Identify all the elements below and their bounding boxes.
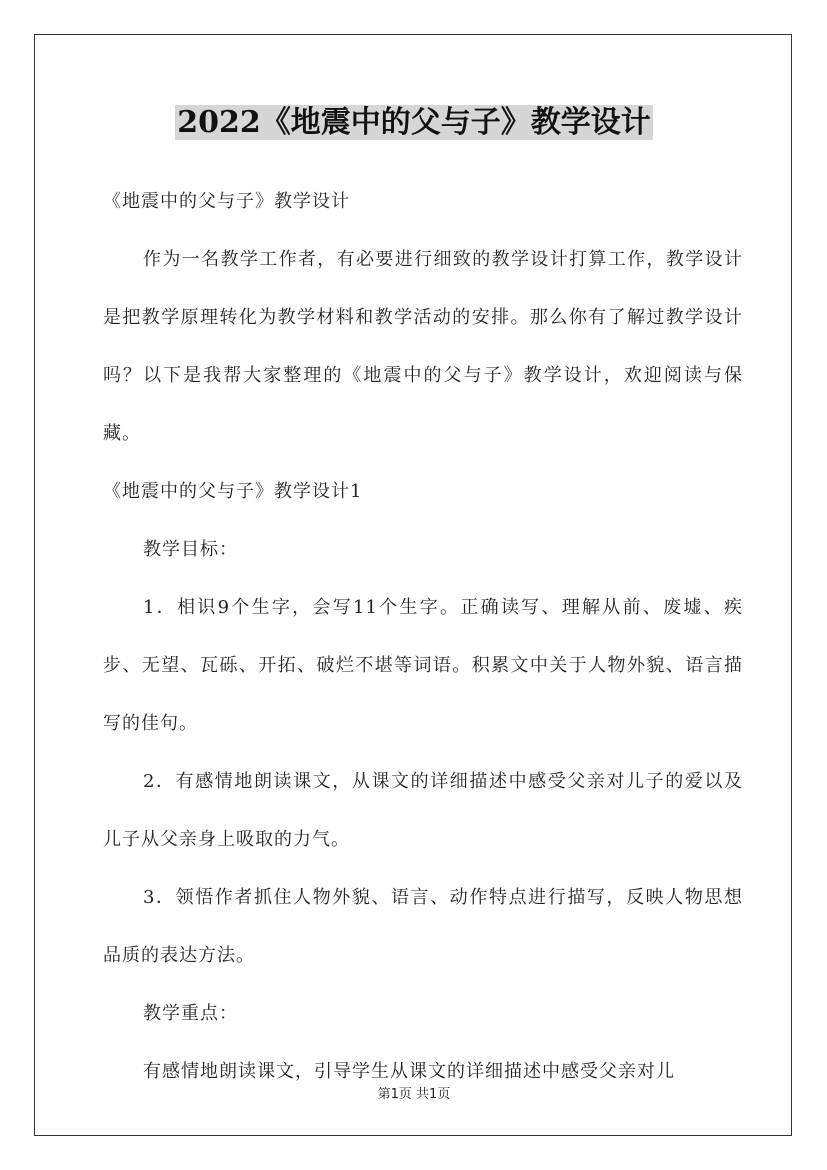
subheading-focus: 教学重点：	[143, 1003, 238, 1024]
goal-item-2: 2．有感情地朗读课文，从课文的详细描述中感受父亲对儿子的爱以及儿子从父亲身上吸取的力气。	[103, 771, 743, 850]
section-heading: 《地震中的父与子》教学设计	[103, 191, 350, 212]
goal-item-3: 3．领悟作者抓住人物外貌、语言、动作特点进行描写，反映人物思想品质的表达方法。	[103, 887, 743, 966]
subheading-goals: 教学目标：	[143, 539, 238, 560]
intro-paragraph: 作为一名教学工作者，有必要进行细致的教学设计打算工作，教学设计是把教学原理转化为教学材料和教学活动的安排。那么你有了解过教学设计吗？以下是我帮大家整理的《地震中的父与子》教学设计，欢迎阅读与保藏。	[103, 249, 743, 444]
document-title	[35, 103, 793, 143]
document-title-text: 2022《地震中的父与子》教学设计	[177, 105, 651, 140]
page-footer: 第1页 共1页	[377, 1087, 451, 1102]
goal-item-1: 1．相识9个生字，会写11个生字。正确读写、理解从前、废墟、疾步、无望、瓦砾、开拓、破烂不堪等词语。积累文中关于人物外貌、语言描写的佳句。	[103, 597, 743, 734]
document-page	[34, 34, 792, 1136]
section-heading: 《地震中的父与子》教学设计1	[103, 481, 363, 502]
focus-paragraph: 有感情地朗读课文，引导学生从课文的详细描述中感受父亲对儿	[143, 1061, 675, 1082]
document-body	[103, 173, 743, 1101]
